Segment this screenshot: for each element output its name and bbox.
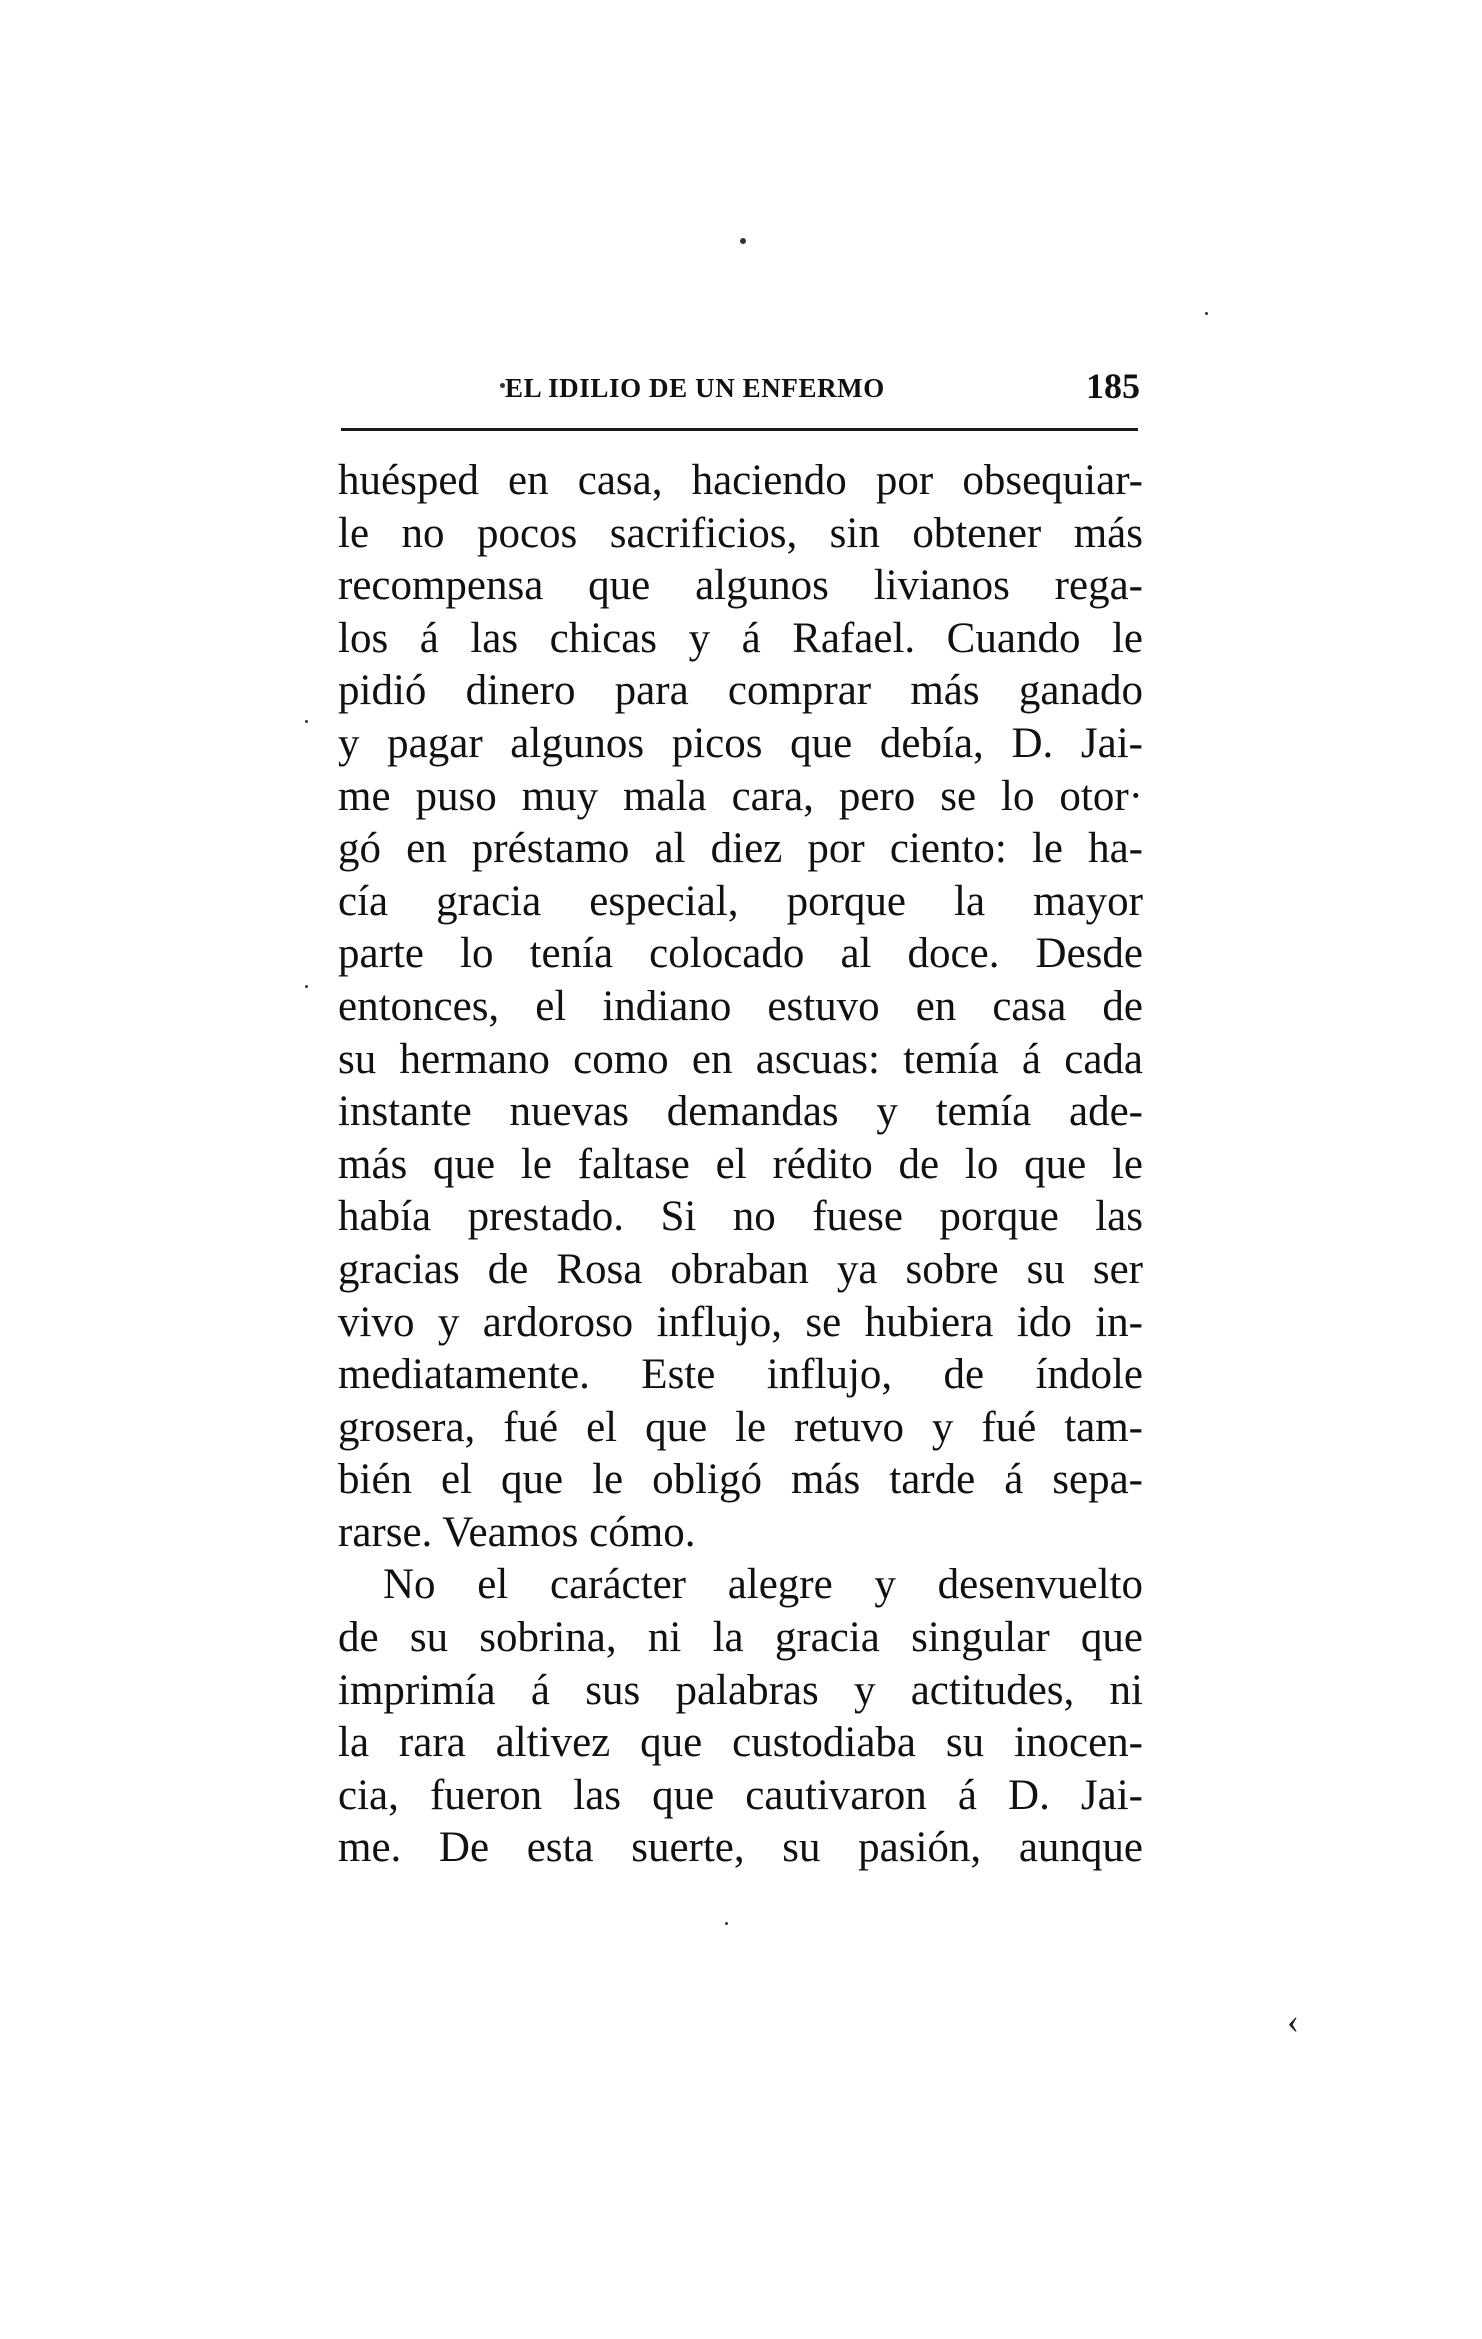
text-line: entonces, el indiano estuvo en casa de xyxy=(338,982,1143,1030)
page-number: 185 xyxy=(1086,366,1140,406)
text-line: gracias de Rosa obraban ya sobre su ser xyxy=(338,1245,1143,1293)
text-line: la rara altivez que custodiaba su inocen- xyxy=(338,1719,1143,1767)
text-line: grosera, fué el que le retuvo y fué tam- xyxy=(338,1403,1143,1451)
ink-speck xyxy=(305,720,308,723)
page-header xyxy=(340,355,1140,405)
text-line: parte lo tenía colocado al doce. Desde xyxy=(338,930,1143,978)
text-line: los á las chicas y á Rafael. Cuando le xyxy=(338,614,1143,662)
text-line: bién el que le obligó más tarde á sepa- xyxy=(338,1456,1143,1504)
text-line: imprimía á sus palabras y actitudes, ni xyxy=(338,1666,1143,1714)
ink-speck xyxy=(740,238,746,244)
text-line: cia, fueron las que cautivaron á D. Jai- xyxy=(338,1771,1143,1819)
text-line: me. De esta suerte, su pasión, aunque xyxy=(338,1824,1143,1872)
body-text xyxy=(338,455,1143,1875)
text-line: me puso muy mala cara, pero se lo otor· xyxy=(338,772,1143,820)
text-line: pidió dinero para comprar más ganado xyxy=(338,667,1143,715)
text-line: No el carácter alegre y desenvuelto xyxy=(383,1561,1143,1609)
text-line: le no pocos sacrificios, sin obtener más xyxy=(338,509,1143,557)
text-line: cía gracia especial, porque la mayor xyxy=(338,877,1143,925)
text-line: más que le faltase el rédito de lo que le xyxy=(338,1140,1143,1188)
header-rule xyxy=(341,428,1138,431)
text-line: de su sobrina, ni la gracia singular que xyxy=(338,1614,1143,1662)
ink-speck xyxy=(305,985,308,988)
text-line: gó en préstamo al diez por ciento: le ha- xyxy=(338,825,1143,873)
text-line: su hermano como en ascuas: temía á cada xyxy=(338,1035,1143,1083)
text-line: y pagar algunos picos que debía, D. Jai- xyxy=(338,719,1143,767)
ink-speck xyxy=(1205,312,1208,315)
text-line: huésped en casa, haciendo por obsequiar- xyxy=(338,457,1143,504)
text-line: vivo y ardoroso influjo, se hubiera ido in- xyxy=(338,1298,1143,1346)
text-line: instante nuevas demandas y temía ade- xyxy=(338,1088,1143,1136)
running-title: EL IDILIO DE UN ENFERMO xyxy=(505,373,885,403)
ink-speck xyxy=(725,1922,728,1925)
text-line: mediatamente. Este influjo, de índole xyxy=(338,1351,1143,1399)
margin-mark: ‹ xyxy=(1287,2001,1299,2041)
text-line: recompensa que algunos livianos rega- xyxy=(338,562,1143,610)
text-line: había prestado. Si no fuese porque las xyxy=(338,1193,1143,1241)
text-line: rarse. Veamos cómo. xyxy=(338,1508,696,1556)
